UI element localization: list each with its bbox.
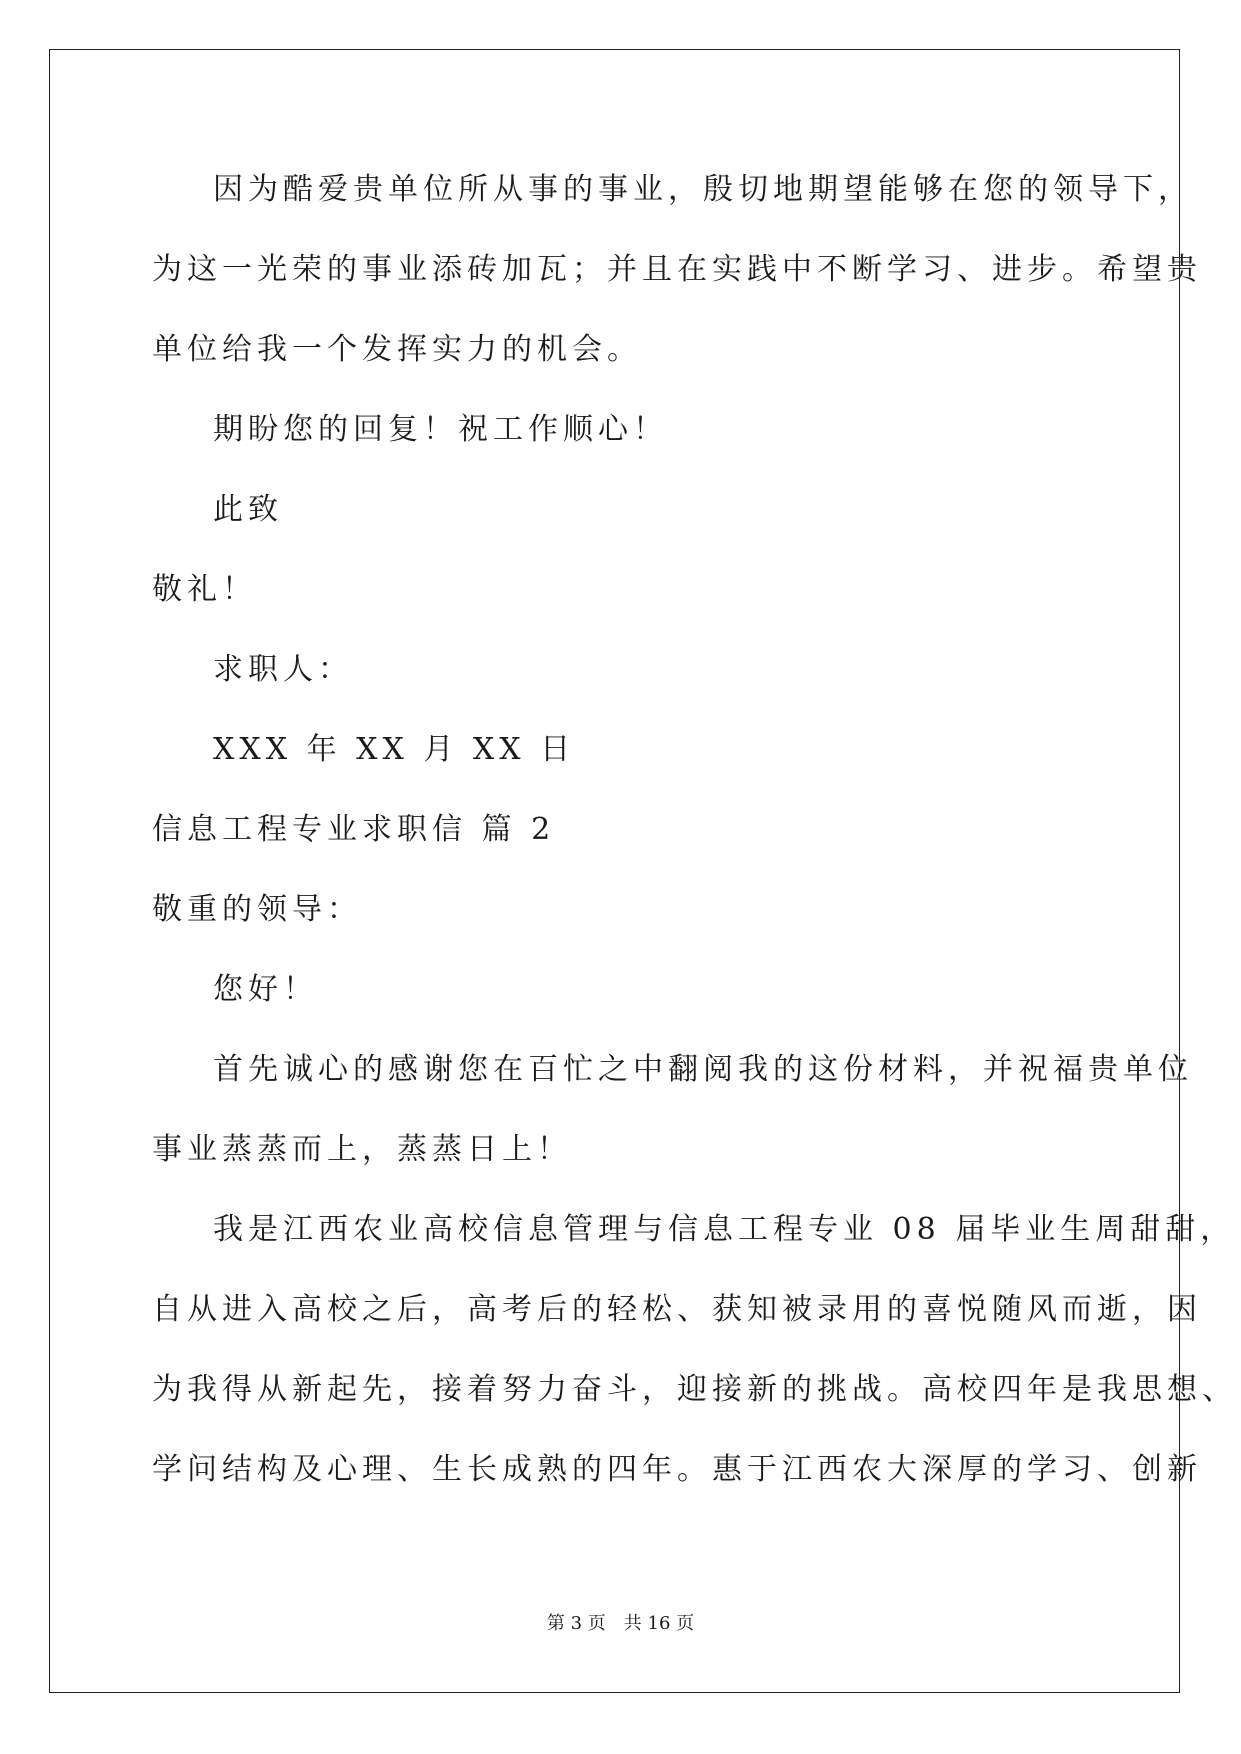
greeting-hello: 您好！	[213, 972, 318, 1007]
section-heading: 信息工程专业求职信 篇 2	[152, 812, 556, 847]
closing-regards: 敬礼！	[152, 572, 257, 607]
greeting: 敬重的领导：	[152, 892, 362, 927]
paragraph-line: 自从进入高校之后，高考后的轻松、获知被录用的喜悦随风而逝，因	[152, 1292, 1202, 1327]
closing-salutation: 此致	[213, 492, 283, 527]
applicant-label: 求职人：	[213, 652, 353, 687]
letter-date: XXX 年 XX 月 XX 日	[213, 732, 576, 767]
paragraph-line: 因为酷爱贵单位所从事的事业，殷切地期望能够在您的领导下，	[213, 172, 1193, 207]
paragraph-line: 首先诚心的感谢您在百忙之中翻阅我的这份材料，并祝福贵单位	[213, 1052, 1193, 1087]
paragraph-line: 为这一光荣的事业添砖加瓦；并且在实践中不断学习、进步。希望贵	[152, 252, 1202, 287]
paragraph-line: 单位给我一个发挥实力的机会。	[152, 332, 642, 367]
paragraph-line: 事业蒸蒸而上，蒸蒸日上！	[152, 1132, 572, 1167]
page-border	[49, 49, 1180, 1693]
paragraph-line: 为我得从新起先，接着努力奋斗，迎接新的挑战。高校四年是我思想、	[152, 1372, 1237, 1407]
closing-wish: 期盼您的回复！祝工作顺心！	[213, 412, 668, 447]
page-number-footer: 第 3 页 共 16 页	[546, 1613, 695, 1634]
paragraph-line: 学问结构及心理、生长成熟的四年。惠于江西农大深厚的学习、创新	[152, 1452, 1202, 1487]
paragraph-line: 我是江西农业高校信息管理与信息工程专业 08 届毕业生周甜甜，	[213, 1212, 1236, 1247]
